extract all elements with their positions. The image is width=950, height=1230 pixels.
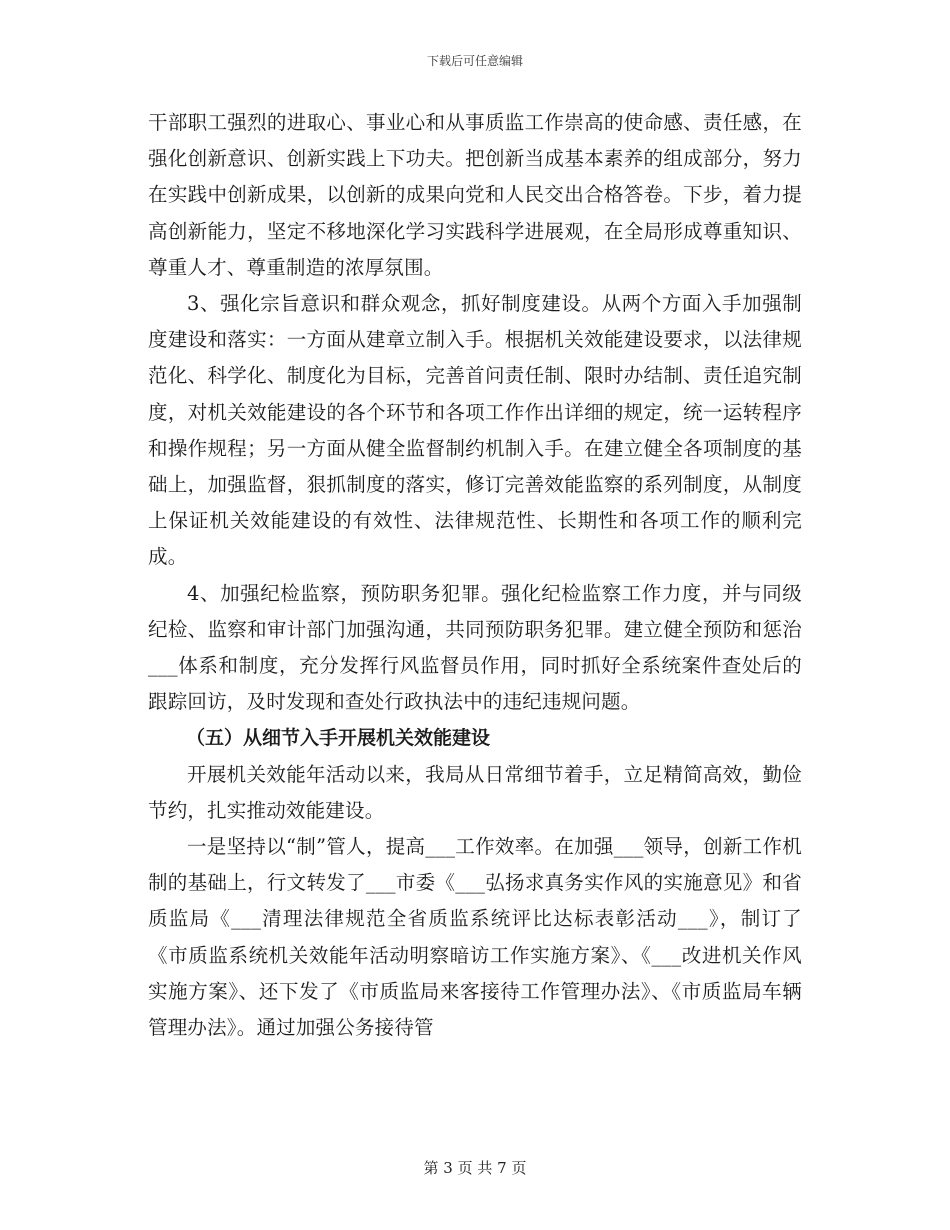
paragraph-intro: 开展机关效能年活动以来，我局从日常细节着手，立足精简高效，勤俭节约，扎实推动效能建设。 xyxy=(148,762,802,822)
paragraph-point-1: 一是坚持以“制”管人，提高___工作效率。在加强___领导，创新工作机制的基础上，行文转发了___市委《___弘扬求真务实作风的实施意见》和省质监局《___清理法律规范全省质监系统评比达标表彰活动___》，制订了《市质监系统机关效能年活动明察暗访工作实施方案》、《___改进机关作风实施方案》、还下发了《市质监局来客接待工作管理办法》、《市质监局车辆管理办法》。通过加强公务接待管 xyxy=(148,835,802,1040)
paragraph-item-3: 3、强化宗旨意识和群众观念，抓好制度建设。从两个方面入手加强制度建设和落实：一方面从建章立制入手。根据机关效能建设要求，以法律规范化、科学化、制度化为目标，完善首问责任制、限时办结制、责任追究制度，对机关效能建设的各个环节和各项工作作出详细的规定，统一运转程序和操作规程；另一方面从健全监督制约机制入手。在建立健全各项制度的基础上，加强监督，狠抓制度的落实，修订完善效能监察的系列制度，从制度上保证机关效能建设的有效性、法律规范性、长期性和各项工作的顺利完成。 xyxy=(148,292,802,569)
page-footer: 第 3 页 共 7 页 xyxy=(423,1159,527,1177)
section-heading: （五）从细节入手开展机关效能建设 xyxy=(186,727,491,750)
paragraph-item-4: 4、加强纪检监察，预防职务犯罪。强化纪检监察工作力度，并与同级纪检、监察和审计部门加强沟通，共同预防职务犯罪。建立健全预防和惩治___体系和制度，充分发挥行风监督员作用，同时抓好全系统案件查处后的跟踪回访，及时发现和查处行政执法中的违纪违规问题。 xyxy=(148,581,802,714)
paragraph-continuation: 干部职工强烈的进取心、事业心和从事质监工作崇高的使命感、责任感，在强化创新意识、创新实践上下功夫。把创新当成基本素养的组成部分，努力在实践中创新成果，以创新的成果向党和人民交出合格答卷。下步，着力提高创新能力，坚定不移地深化学习实践科学进展观，在全局形成尊重知识、尊重人才、尊重制造的浓厚氛围。 xyxy=(148,111,802,279)
document-body xyxy=(148,105,802,1046)
page-header: 下载后可任意编辑 xyxy=(426,54,523,68)
